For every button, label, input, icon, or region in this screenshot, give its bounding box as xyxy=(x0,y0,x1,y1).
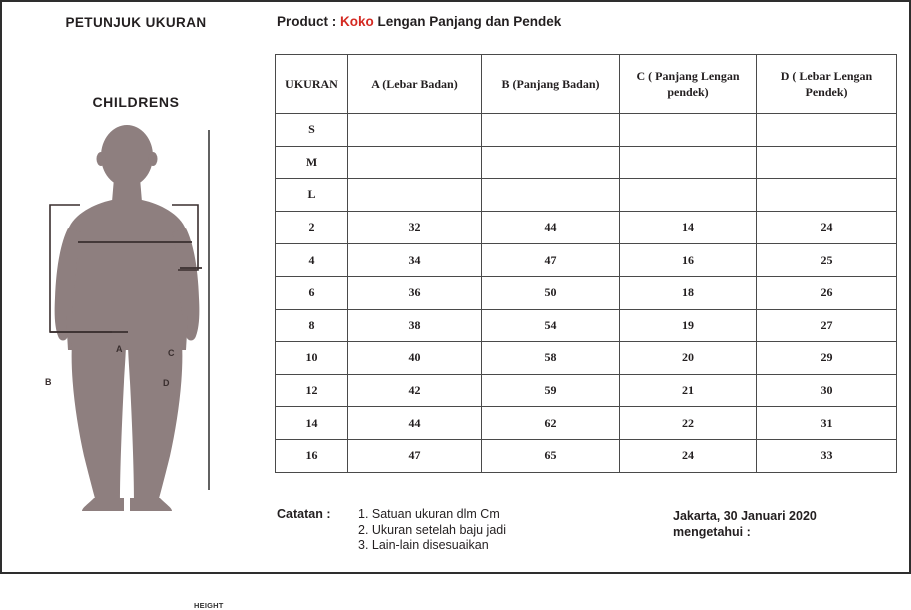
right-panel xyxy=(270,2,909,572)
cell-b: 59 xyxy=(482,374,620,407)
cell-d: 30 xyxy=(757,374,897,407)
cell-ukuran: 12 xyxy=(276,374,348,407)
cell-a: 32 xyxy=(348,211,482,244)
table-row xyxy=(276,407,897,440)
cell-d xyxy=(757,179,897,212)
table-body xyxy=(276,114,897,473)
cell-a xyxy=(348,179,482,212)
table-row xyxy=(276,276,897,309)
cell-b: 44 xyxy=(482,211,620,244)
note-item: 1. Satuan ukuran dlm Cm xyxy=(358,507,500,521)
cell-a: 38 xyxy=(348,309,482,342)
product-suffix: Lengan Panjang dan Pendek xyxy=(373,14,562,29)
table-row xyxy=(276,374,897,407)
cell-b: 62 xyxy=(482,407,620,440)
column-header-b: B (Panjang Badan) xyxy=(482,55,620,114)
body-silhouette-icon xyxy=(2,120,270,520)
notes-list xyxy=(358,507,506,554)
measure-label-d: D xyxy=(163,378,170,388)
cell-d: 26 xyxy=(757,276,897,309)
cell-d: 24 xyxy=(757,211,897,244)
table-row xyxy=(276,211,897,244)
table-row xyxy=(276,439,897,472)
cell-ukuran: 8 xyxy=(276,309,348,342)
cell-c: 19 xyxy=(620,309,757,342)
table-row xyxy=(276,146,897,179)
product-title xyxy=(277,14,561,29)
cell-ukuran: S xyxy=(276,114,348,147)
cell-ukuran: L xyxy=(276,179,348,212)
cell-a: 44 xyxy=(348,407,482,440)
cell-b: 54 xyxy=(482,309,620,342)
cell-d: 31 xyxy=(757,407,897,440)
table-row xyxy=(276,244,897,277)
cell-a: 36 xyxy=(348,276,482,309)
acknowledgement-label: mengetahui : xyxy=(673,524,751,539)
cell-ukuran: M xyxy=(276,146,348,179)
column-header-c: C ( Panjang Lengan pendek) xyxy=(620,55,757,114)
cell-c: 21 xyxy=(620,374,757,407)
column-header-a: A (Lebar Badan) xyxy=(348,55,482,114)
page-title: PETUNJUK UKURAN xyxy=(65,15,207,30)
table-row xyxy=(276,309,897,342)
measure-label-b: B xyxy=(45,377,52,387)
cell-c xyxy=(620,146,757,179)
cell-a xyxy=(348,114,482,147)
column-header-d: D ( Lebar Lengan Pendek) xyxy=(757,55,897,114)
cell-b: 50 xyxy=(482,276,620,309)
cell-a xyxy=(348,146,482,179)
category-title: CHILDRENS xyxy=(92,94,180,110)
cell-c: 24 xyxy=(620,439,757,472)
cell-c: 22 xyxy=(620,407,757,440)
cell-d: 25 xyxy=(757,244,897,277)
table-row xyxy=(276,114,897,147)
place-date: Jakarta, 30 Januari 2020 xyxy=(673,509,817,523)
cell-ukuran: 6 xyxy=(276,276,348,309)
note-item: 3. Lain-lain disesuaikan xyxy=(358,538,489,552)
measure-label-a: A xyxy=(116,344,123,354)
signature-block xyxy=(673,509,817,540)
cell-a: 42 xyxy=(348,374,482,407)
cell-ukuran: 16 xyxy=(276,439,348,472)
product-prefix: Product : xyxy=(277,14,340,29)
measure-label-height: HEIGHT xyxy=(194,601,224,610)
cell-b xyxy=(482,146,620,179)
cell-d: 27 xyxy=(757,309,897,342)
cell-c: 18 xyxy=(620,276,757,309)
cell-d: 33 xyxy=(757,439,897,472)
cell-c xyxy=(620,114,757,147)
note-item: 2. Ukuran setelah baju jadi xyxy=(358,522,507,537)
cell-a: 40 xyxy=(348,342,482,375)
cell-ukuran: 2 xyxy=(276,211,348,244)
cell-d: 29 xyxy=(757,342,897,375)
left-panel xyxy=(2,2,270,610)
column-header-ukuran: UKURAN xyxy=(276,55,348,114)
measure-label-c: C xyxy=(168,348,175,358)
cell-b: 47 xyxy=(482,244,620,277)
cell-b xyxy=(482,179,620,212)
cell-c: 20 xyxy=(620,342,757,375)
cell-b: 58 xyxy=(482,342,620,375)
product-brand: Koko xyxy=(340,14,374,29)
cell-b: 65 xyxy=(482,439,620,472)
body-measurement-diagram xyxy=(2,120,270,610)
cell-b xyxy=(482,114,620,147)
notes-label: Catatan : xyxy=(277,507,331,521)
table-row xyxy=(276,342,897,375)
cell-c: 16 xyxy=(620,244,757,277)
cell-d xyxy=(757,114,897,147)
cell-a: 47 xyxy=(348,439,482,472)
table-row xyxy=(276,179,897,212)
table-header-row xyxy=(276,55,897,114)
cell-c xyxy=(620,179,757,212)
cell-d xyxy=(757,146,897,179)
cell-ukuran: 4 xyxy=(276,244,348,277)
footer-notes xyxy=(275,502,900,572)
cell-a: 34 xyxy=(348,244,482,277)
cell-ukuran: 10 xyxy=(276,342,348,375)
size-chart-table xyxy=(275,54,897,473)
cell-ukuran: 14 xyxy=(276,407,348,440)
cell-c: 14 xyxy=(620,211,757,244)
